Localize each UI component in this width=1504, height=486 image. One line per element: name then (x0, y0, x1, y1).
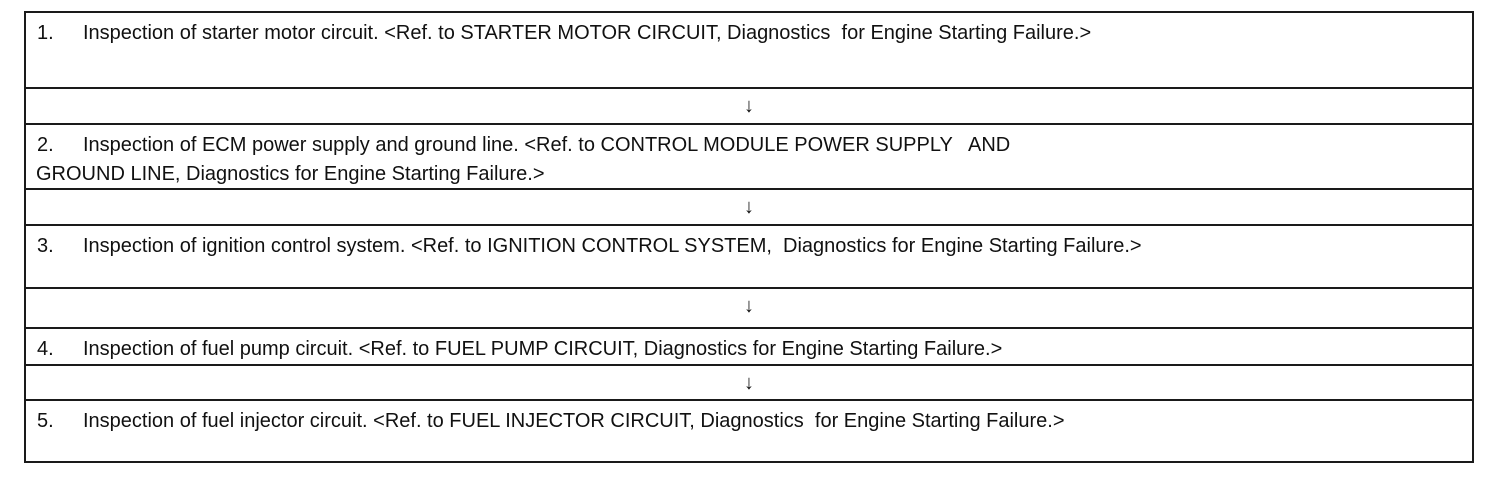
step-2-text-line-1: Inspection of ECM power supply and ground line. <Ref. to CONTROL MODULE POWER SUPPLY AND (83, 134, 1011, 156)
step-3-text: Inspection of ignition control system. <Ref. to IGNITION CONTROL SYSTEM, Diagnostics for Engine Starting Failure.> (83, 235, 1142, 257)
step-2-text-line-2: GROUND LINE, Diagnostics for Engine Starting Failure.> (36, 163, 545, 185)
step-4-number: 4. (37, 338, 54, 360)
step-4-text: Inspection of fuel pump circuit. <Ref. to FUEL PUMP CIRCUIT, Diagnostics for Engine Starting Failure.> (83, 338, 1003, 360)
step-4-box (26, 329, 1472, 366)
arrow-row-4 (26, 366, 1472, 401)
step-5-box (26, 401, 1472, 461)
step-1-number: 1. (37, 22, 54, 44)
step-5-text: Inspection of fuel injector circuit. <Ref. to FUEL INJECTOR CIRCUIT, Diagnostics for Engine Starting Failure.> (83, 410, 1065, 432)
arrow-row-2 (26, 190, 1472, 226)
down-arrow-icon: ↓ (744, 295, 754, 317)
inspection-flowchart (24, 11, 1474, 463)
arrow-row-1 (26, 89, 1472, 125)
step-2-box (26, 125, 1472, 190)
arrow-row-3 (26, 289, 1472, 329)
step-5-number: 5. (37, 410, 54, 432)
step-2-number: 2. (37, 134, 54, 156)
down-arrow-icon: ↓ (744, 372, 754, 394)
step-1-box (26, 13, 1472, 89)
step-3-box (26, 226, 1472, 289)
step-3-number: 3. (37, 235, 54, 257)
down-arrow-icon: ↓ (744, 196, 754, 218)
step-1-text: Inspection of starter motor circuit. <Ref. to STARTER MOTOR CIRCUIT, Diagnostics for Engine Starting Failure.> (83, 22, 1092, 44)
down-arrow-icon: ↓ (744, 95, 754, 117)
